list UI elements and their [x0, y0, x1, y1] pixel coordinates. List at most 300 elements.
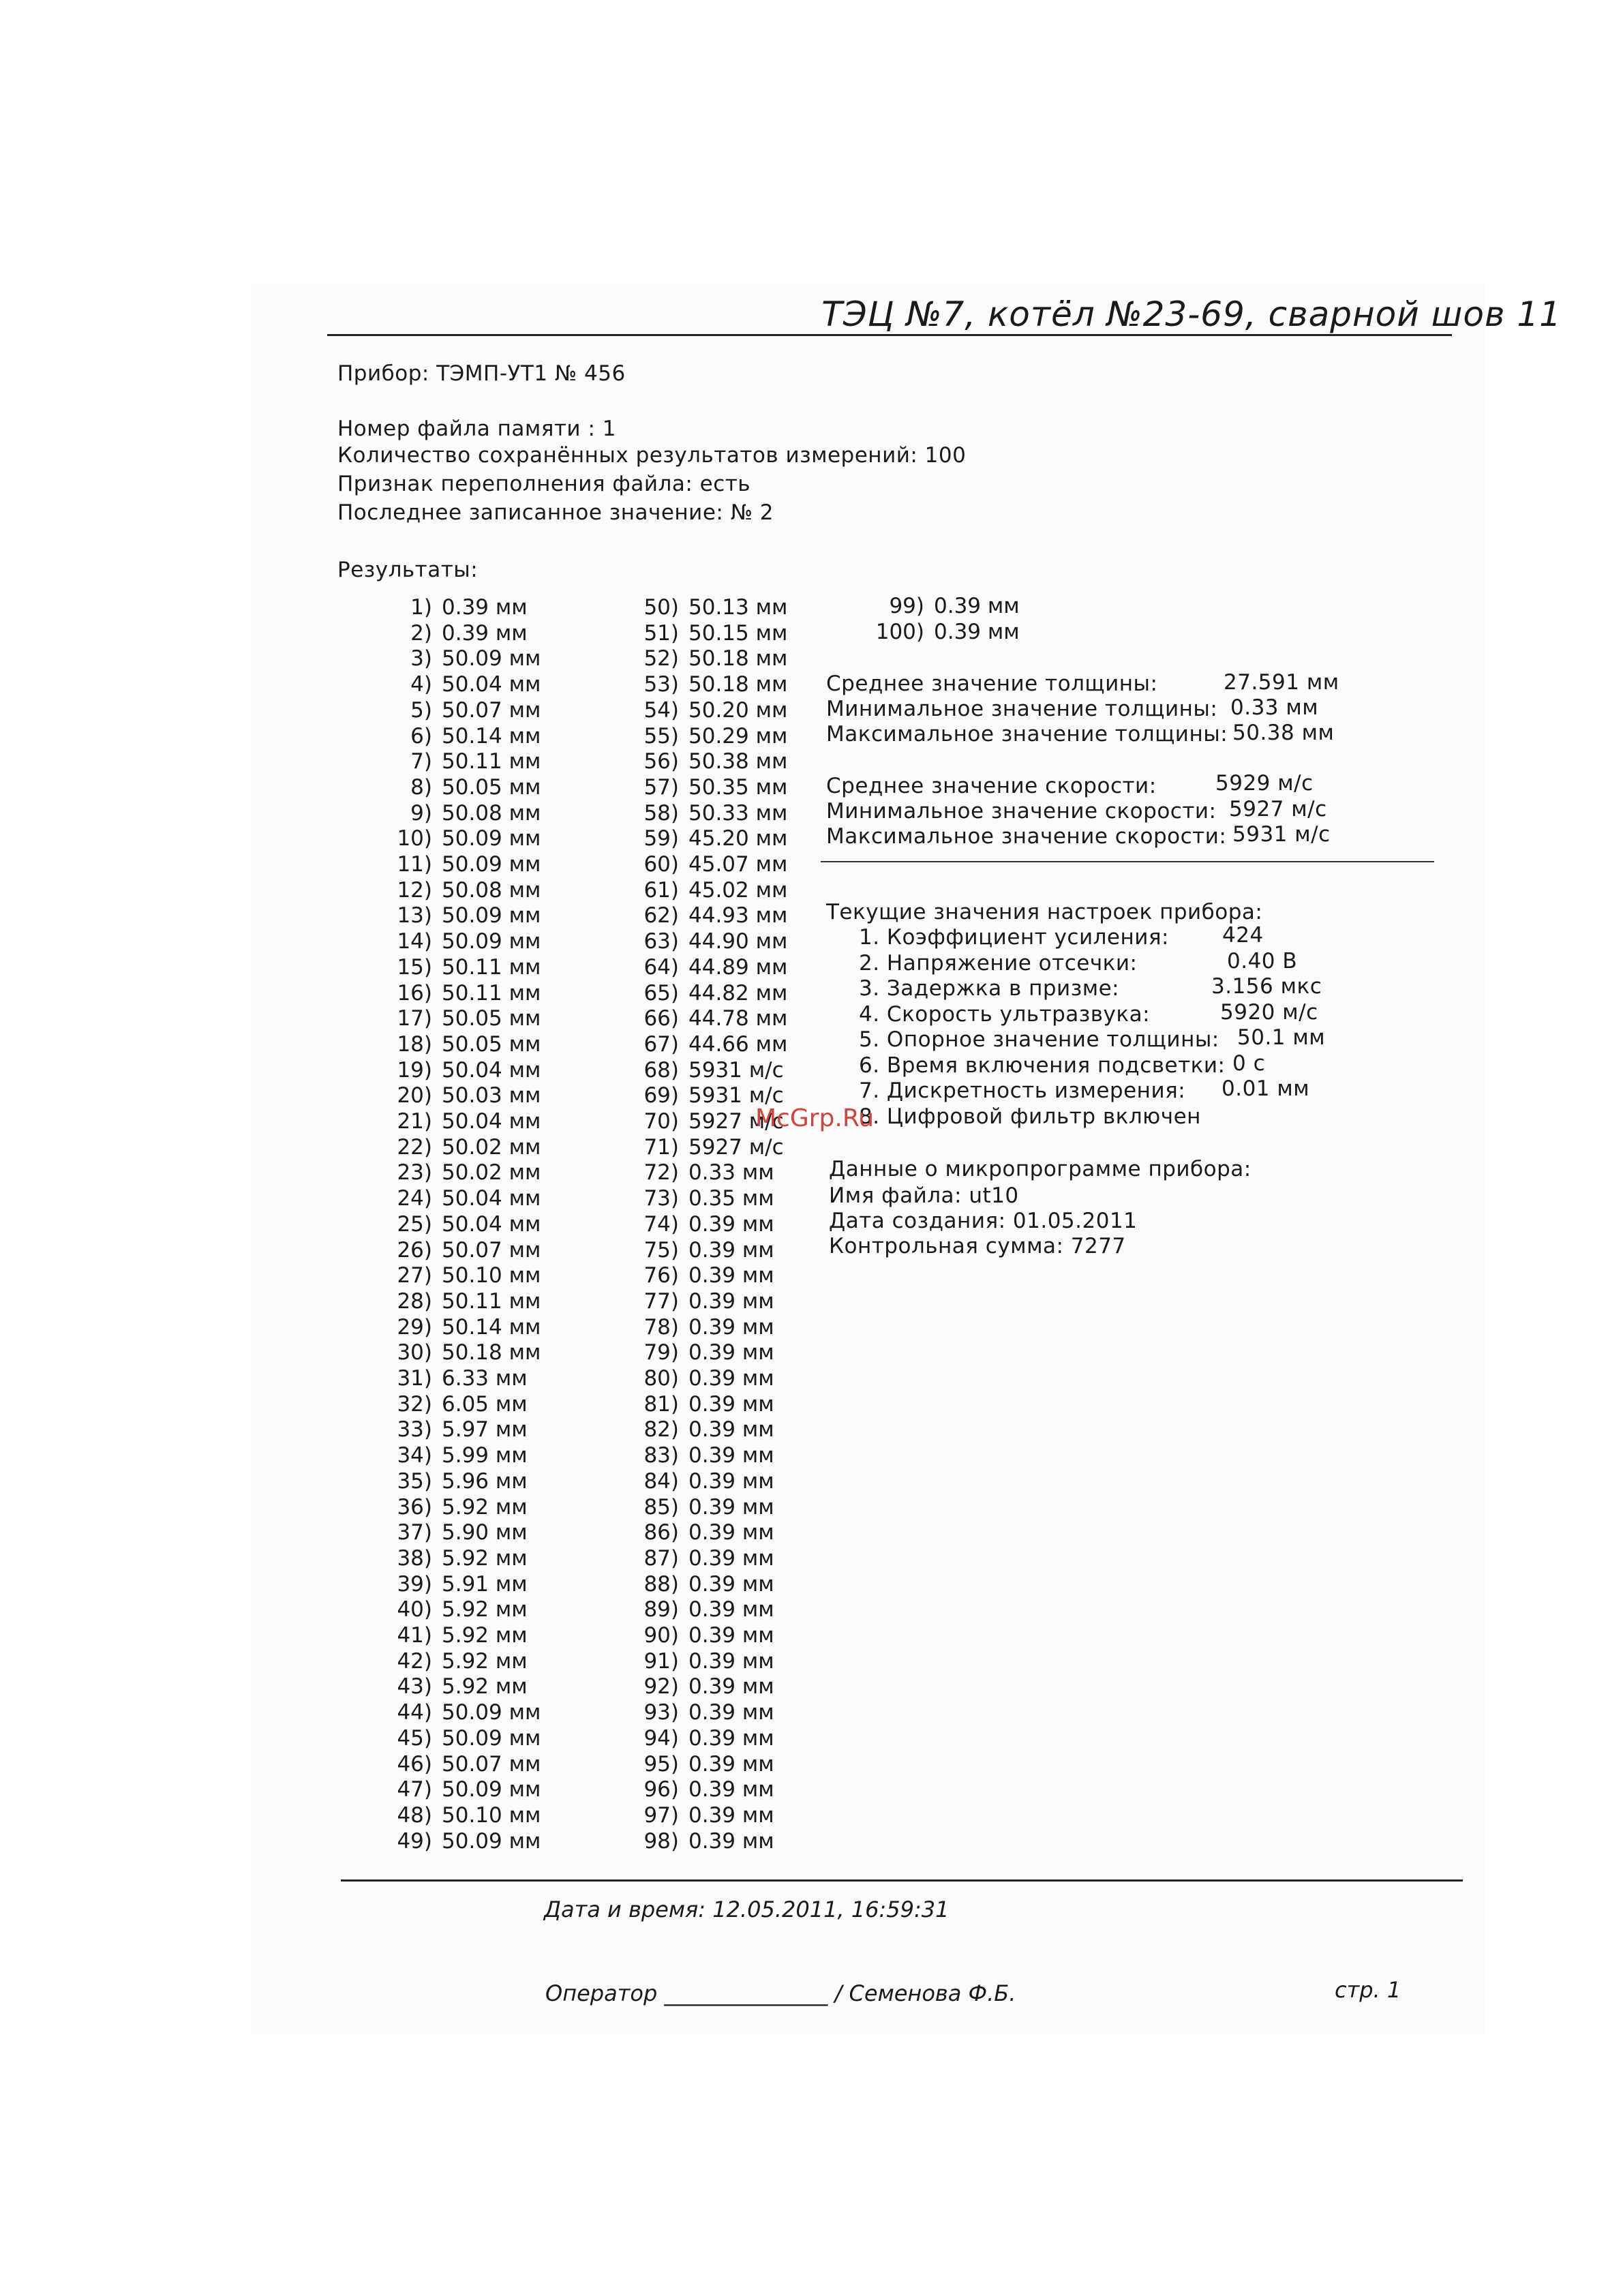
result-index: 41): [397, 1623, 432, 1648]
result-value: 50.05 мм: [442, 774, 541, 800]
result-value: 45.20 мм: [688, 826, 788, 851]
result-index: 72): [643, 1160, 679, 1185]
result-row: [397, 1006, 541, 1031]
result-row: [889, 594, 1020, 619]
result-row: [397, 1057, 541, 1083]
result-row: [643, 1417, 774, 1442]
result-value: 50.11 мм: [442, 1288, 541, 1314]
result-value: 0.39 мм: [688, 1597, 774, 1622]
result-index: 64): [643, 954, 679, 980]
max-thickness-label: Максимальное значение толщины:: [826, 722, 1228, 746]
result-row: [397, 1674, 528, 1700]
result-row: [397, 1777, 541, 1802]
result-row: [643, 749, 788, 774]
result-row: [410, 595, 528, 620]
min-speed-value: 5927 м/с: [1229, 797, 1327, 821]
result-row: [643, 1443, 774, 1468]
result-value: 0.39 мм: [688, 1571, 774, 1597]
result-index: 62): [643, 903, 679, 928]
result-row: [643, 800, 788, 826]
result-row: [643, 903, 788, 928]
result-row: [410, 723, 541, 749]
result-row: [643, 1468, 774, 1494]
result-row: [643, 1494, 774, 1520]
result-row: [397, 1263, 541, 1288]
firmware-title: Данные о микропрограмме прибора:: [829, 1157, 1252, 1181]
result-value: 0.39 мм: [688, 1366, 774, 1391]
result-index: 66): [643, 1006, 679, 1031]
settings-title: Текущие значения настроек прибора:: [826, 900, 1263, 924]
result-index: 85): [643, 1494, 679, 1520]
result-value: 0.39 мм: [688, 1494, 774, 1520]
result-index: 43): [397, 1674, 432, 1700]
result-row: [397, 1802, 541, 1828]
setting-label: 4. Скорость ультразвука:: [859, 1001, 1151, 1027]
result-value: 0.39 мм: [688, 1700, 774, 1725]
result-value: 0.39 мм: [688, 1263, 774, 1288]
watermark: McGrp.Ru: [755, 1104, 875, 1132]
setting-label: 8. Цифровой фильтр включен: [859, 1104, 1201, 1129]
result-value: 0.39 мм: [688, 1520, 774, 1545]
result-index: 52): [643, 646, 679, 671]
result-index: 70): [643, 1109, 679, 1134]
result-row: [397, 1391, 528, 1417]
result-row: [397, 929, 541, 954]
avg-speed-label: Среднее значение скорости:: [826, 774, 1157, 798]
result-value: 5.99 мм: [442, 1443, 528, 1468]
result-value: 50.09 мм: [442, 929, 541, 954]
result-value: 50.07 мм: [442, 1751, 541, 1777]
setting-value: 0 с: [1232, 1051, 1266, 1076]
result-value: 0.39 мм: [688, 1725, 774, 1751]
result-row: [397, 1648, 528, 1674]
result-value: 44.82 мм: [688, 980, 788, 1006]
result-value: 50.02 мм: [442, 1160, 541, 1185]
result-value: 0.39 мм: [688, 1443, 774, 1468]
document-title: ТЭЦ №7, котёл №23-69, сварной шов 11: [821, 294, 1562, 334]
result-row: [397, 903, 541, 928]
result-index: 89): [643, 1597, 679, 1622]
result-index: 21): [397, 1109, 432, 1134]
result-value: 0.33 мм: [688, 1160, 774, 1185]
result-row: [397, 1468, 528, 1494]
result-value: 0.39 мм: [688, 1751, 774, 1777]
result-row: [643, 595, 788, 620]
result-index: 87): [643, 1545, 679, 1571]
result-index: 69): [643, 1083, 679, 1108]
result-index: 15): [397, 954, 432, 980]
result-row: [397, 852, 541, 877]
result-index: 94): [643, 1725, 679, 1751]
result-index: 84): [643, 1468, 679, 1494]
result-row: [397, 1417, 528, 1442]
setting-label: 5. Опорное значение толщины:: [859, 1027, 1219, 1052]
result-value: 50.10 мм: [442, 1263, 541, 1288]
result-index: 3): [410, 646, 432, 671]
result-value: 50.10 мм: [442, 1802, 541, 1828]
result-index: 90): [643, 1623, 679, 1648]
result-value: 0.39 мм: [688, 1623, 774, 1648]
result-index: 59): [643, 826, 679, 851]
result-index: 17): [397, 1006, 432, 1031]
result-value: 50.09 мм: [442, 1777, 541, 1802]
firmware-date: Дата создания: 01.05.2011: [829, 1209, 1138, 1233]
avg-speed-value: 5929 м/с: [1215, 771, 1314, 796]
result-row: [643, 1263, 774, 1288]
result-value: 50.35 мм: [688, 774, 788, 800]
setting-value: 0.40 В: [1227, 948, 1298, 973]
setting-label: 6. Время включения подсветки:: [859, 1053, 1226, 1078]
result-value: 50.03 мм: [442, 1083, 541, 1108]
result-value: 5.96 мм: [442, 1468, 528, 1494]
result-value: 50.11 мм: [442, 749, 541, 774]
result-index: 99): [889, 594, 924, 618]
result-index: 88): [643, 1571, 679, 1597]
result-value: 0.39 мм: [688, 1777, 774, 1802]
result-index: 14): [397, 929, 432, 954]
result-index: 68): [643, 1057, 679, 1083]
result-row: [397, 1340, 541, 1365]
result-index: 60): [643, 852, 679, 877]
result-index: 61): [643, 877, 679, 903]
result-value: 44.66 мм: [688, 1031, 788, 1057]
result-value: 0.39 мм: [934, 619, 1020, 644]
result-row: [397, 1288, 541, 1314]
result-value: 0.39 мм: [688, 1648, 774, 1674]
result-value: 0.39 мм: [688, 1391, 774, 1417]
result-row: [643, 1006, 788, 1031]
saved-count: Количество сохранённых результатов измерений: 100: [337, 443, 967, 468]
result-value: 50.07 мм: [442, 1237, 541, 1263]
result-row: [643, 1031, 788, 1057]
result-index: 79): [643, 1340, 679, 1365]
result-index: 19): [397, 1057, 432, 1083]
result-index: 77): [643, 1288, 679, 1314]
result-row: [643, 1571, 774, 1597]
result-row: [410, 800, 541, 826]
max-speed-value: 5931 м/с: [1232, 822, 1331, 847]
result-value: 50.20 мм: [688, 697, 788, 723]
result-value: 50.04 мм: [442, 672, 541, 697]
result-index: 76): [643, 1263, 679, 1288]
result-index: 32): [397, 1391, 432, 1417]
result-index: 16): [397, 980, 432, 1006]
result-value: 5931 м/с: [688, 1083, 784, 1108]
result-value: 5.92 мм: [442, 1597, 528, 1622]
result-row: [643, 1366, 774, 1391]
result-row: [643, 1134, 784, 1160]
result-row: [397, 1623, 528, 1648]
result-index: 28): [397, 1288, 432, 1314]
result-row: [643, 1237, 774, 1263]
result-row: [643, 1674, 774, 1700]
result-value: 50.18 мм: [688, 646, 788, 671]
result-value: 0.39 мм: [688, 1288, 774, 1314]
result-row: [643, 620, 788, 646]
result-value: 0.39 мм: [688, 1545, 774, 1571]
result-row: [397, 1160, 541, 1185]
result-value: 44.78 мм: [688, 1006, 788, 1031]
footer-operator: Оператор _______________ / Семенова Ф.Б.: [545, 1980, 1016, 2006]
result-index: 46): [397, 1751, 432, 1777]
result-index: 5): [410, 697, 432, 723]
result-row: [643, 1314, 774, 1340]
result-index: 48): [397, 1802, 432, 1828]
result-value: 50.11 мм: [442, 980, 541, 1006]
result-index: 22): [397, 1134, 432, 1160]
result-value: 50.09 мм: [442, 1725, 541, 1751]
result-index: 74): [643, 1211, 679, 1237]
firmware-filename: Имя файла: ut10: [829, 1183, 1019, 1208]
result-value: 5.92 мм: [442, 1623, 528, 1648]
result-index: 98): [643, 1828, 679, 1854]
result-value: 5.92 мм: [442, 1494, 528, 1520]
result-index: 23): [397, 1160, 432, 1185]
result-value: 50.09 мм: [442, 1828, 541, 1854]
result-index: 13): [397, 903, 432, 928]
results-label: Результаты:: [337, 558, 479, 582]
result-row: [397, 1751, 541, 1777]
result-row: [397, 1828, 541, 1854]
result-value: 50.09 мм: [442, 1700, 541, 1725]
result-row: [643, 954, 788, 980]
max-thickness-value: 50.38 мм: [1232, 721, 1335, 745]
result-index: 67): [643, 1031, 679, 1057]
section-divider: [821, 861, 1434, 862]
result-value: 50.33 мм: [688, 800, 788, 826]
result-index: 24): [397, 1186, 432, 1211]
result-index: 65): [643, 980, 679, 1006]
result-value: 50.02 мм: [442, 1134, 541, 1160]
result-row: [397, 1725, 541, 1751]
result-index: 25): [397, 1211, 432, 1237]
result-value: 50.04 мм: [442, 1186, 541, 1211]
avg-thickness-label: Среднее значение толщины:: [826, 671, 1158, 696]
result-value: 50.09 мм: [442, 646, 541, 671]
result-value: 0.39 мм: [442, 620, 528, 646]
result-index: 86): [643, 1520, 679, 1545]
result-index: 75): [643, 1237, 679, 1263]
result-value: 50.15 мм: [688, 620, 788, 646]
overflow-flag: Признак переполнения файла: есть: [337, 472, 751, 496]
result-value: 50.05 мм: [442, 1031, 541, 1057]
result-row: [397, 954, 541, 980]
result-value: 50.05 мм: [442, 1006, 541, 1031]
result-index: 73): [643, 1186, 679, 1211]
result-row: [397, 1186, 541, 1211]
result-row: [643, 1648, 774, 1674]
result-index: 33): [397, 1417, 432, 1442]
result-value: 50.13 мм: [688, 595, 788, 620]
result-value: 44.90 мм: [688, 929, 788, 954]
result-index: 4): [410, 672, 432, 697]
result-index: 38): [397, 1545, 432, 1571]
result-index: 40): [397, 1597, 432, 1622]
result-value: 45.02 мм: [688, 877, 788, 903]
result-index: 51): [643, 620, 679, 646]
result-value: 50.18 мм: [442, 1340, 541, 1365]
result-index: 34): [397, 1443, 432, 1468]
result-value: 50.08 мм: [442, 877, 541, 903]
result-row: [875, 619, 1020, 645]
footer-divider: [341, 1879, 1463, 1882]
result-index: 26): [397, 1237, 432, 1263]
result-value: 50.14 мм: [442, 1314, 541, 1340]
result-value: 0.39 мм: [688, 1468, 774, 1494]
result-index: 42): [397, 1648, 432, 1674]
result-index: 9): [410, 800, 432, 826]
result-row: [397, 1494, 528, 1520]
result-value: 50.29 мм: [688, 723, 788, 749]
result-value: 0.39 мм: [688, 1314, 774, 1340]
result-row: [643, 774, 788, 800]
setting-value: 5920 м/с: [1220, 999, 1318, 1025]
result-index: 80): [643, 1366, 679, 1391]
result-value: 0.39 мм: [688, 1211, 774, 1237]
result-index: 82): [643, 1417, 679, 1442]
result-index: 1): [410, 595, 432, 620]
result-value: 0.39 мм: [688, 1828, 774, 1854]
result-row: [410, 749, 541, 774]
result-row: [397, 1700, 541, 1725]
result-row: [643, 980, 788, 1006]
result-row: [397, 1520, 528, 1545]
result-row: [643, 697, 788, 723]
result-row: [643, 1623, 774, 1648]
result-row: [643, 929, 788, 954]
result-index: 20): [397, 1083, 432, 1108]
result-index: 36): [397, 1494, 432, 1520]
result-value: 0.39 мм: [934, 594, 1020, 618]
result-value: 50.18 мм: [688, 672, 788, 697]
result-row: [410, 697, 541, 723]
result-index: 7): [410, 749, 432, 774]
result-index: 27): [397, 1263, 432, 1288]
result-value: 50.11 мм: [442, 954, 541, 980]
result-value: 0.35 мм: [688, 1186, 774, 1211]
result-index: 2): [410, 620, 432, 646]
footer-datetime: Дата и время: 12.05.2011, 16:59:31: [544, 1897, 950, 1922]
result-row: [643, 1391, 774, 1417]
footer-page: стр. 1: [1335, 1977, 1401, 2003]
result-row: [410, 646, 541, 671]
result-value: 50.38 мм: [688, 749, 788, 774]
result-index: 63): [643, 929, 679, 954]
result-index: 8): [410, 774, 432, 800]
result-value: 50.09 мм: [442, 852, 541, 877]
result-index: 12): [397, 877, 432, 903]
result-row: [643, 1520, 774, 1545]
result-value: 0.39 мм: [688, 1340, 774, 1365]
result-index: 93): [643, 1700, 679, 1725]
result-row: [397, 1134, 541, 1160]
result-value: 5.92 мм: [442, 1648, 528, 1674]
result-index: 18): [397, 1031, 432, 1057]
min-speed-label: Минимальное значение скорости:: [826, 799, 1217, 824]
result-index: 95): [643, 1751, 679, 1777]
result-row: [397, 1366, 528, 1391]
result-value: 5.91 мм: [442, 1571, 528, 1597]
result-index: 55): [643, 723, 679, 749]
setting-label: 7. Дискретность измерения:: [859, 1078, 1186, 1103]
result-value: 5.90 мм: [442, 1520, 528, 1545]
result-row: [643, 877, 788, 903]
result-row: [397, 826, 541, 851]
result-index: 53): [643, 672, 679, 697]
result-row: [643, 826, 788, 851]
result-row: [397, 1597, 528, 1622]
result-value: 0.39 мм: [688, 1674, 774, 1700]
result-index: 97): [643, 1802, 679, 1828]
result-row: [643, 723, 788, 749]
firmware-checksum: Контрольная сумма: 7277: [829, 1234, 1126, 1258]
setting-value: 0.01 мм: [1222, 1076, 1310, 1101]
result-row: [397, 980, 541, 1006]
result-value: 5931 м/с: [688, 1057, 784, 1083]
result-value: 0.39 мм: [688, 1417, 774, 1442]
result-row: [397, 1545, 528, 1571]
result-index: 45): [397, 1725, 432, 1751]
result-index: 81): [643, 1391, 679, 1417]
result-index: 100): [875, 619, 924, 644]
result-index: 39): [397, 1571, 432, 1597]
result-value: 50.09 мм: [442, 826, 541, 851]
result-value: 6.05 мм: [442, 1391, 528, 1417]
result-index: 58): [643, 800, 679, 826]
result-value: 0.39 мм: [442, 595, 528, 620]
setting-value: 424: [1222, 923, 1264, 948]
result-value: 50.14 мм: [442, 723, 541, 749]
max-speed-label: Максимальное значение скорости:: [826, 824, 1227, 849]
result-row: [397, 877, 541, 903]
result-value: 44.93 мм: [688, 903, 788, 928]
result-row: [643, 1160, 774, 1185]
result-row: [397, 1443, 528, 1468]
result-row: [410, 672, 541, 697]
result-index: 31): [397, 1366, 432, 1391]
result-row: [397, 1571, 528, 1597]
result-index: 50): [643, 595, 679, 620]
result-index: 71): [643, 1134, 679, 1160]
result-value: 50.04 мм: [442, 1211, 541, 1237]
result-row: [643, 1057, 784, 1083]
setting-value: 3.156 мкс: [1211, 974, 1322, 999]
result-row: [643, 672, 788, 697]
result-row: [643, 1211, 774, 1237]
result-row: [410, 620, 528, 646]
result-value: 50.08 мм: [442, 800, 541, 826]
result-row: [397, 1237, 541, 1263]
setting-label: 3. Задержка в призме:: [859, 976, 1120, 1001]
result-index: 96): [643, 1777, 679, 1802]
result-row: [397, 1109, 541, 1134]
result-index: 37): [397, 1520, 432, 1545]
result-value: 5.92 мм: [442, 1545, 528, 1571]
result-row: [643, 1340, 774, 1365]
result-index: 11): [397, 852, 432, 877]
result-value: 50.09 мм: [442, 903, 541, 928]
result-row: [397, 1314, 541, 1340]
setting-label: 1. Коэффициент усиления:: [859, 925, 1170, 950]
result-row: [643, 1725, 774, 1751]
setting-label: 2. Напряжение отсечки:: [859, 950, 1138, 976]
result-row: [397, 1031, 541, 1057]
result-index: 56): [643, 749, 679, 774]
result-index: 92): [643, 1674, 679, 1700]
result-row: [643, 646, 788, 671]
result-value: 5.97 мм: [442, 1417, 528, 1442]
result-value: 6.33 мм: [442, 1366, 528, 1391]
